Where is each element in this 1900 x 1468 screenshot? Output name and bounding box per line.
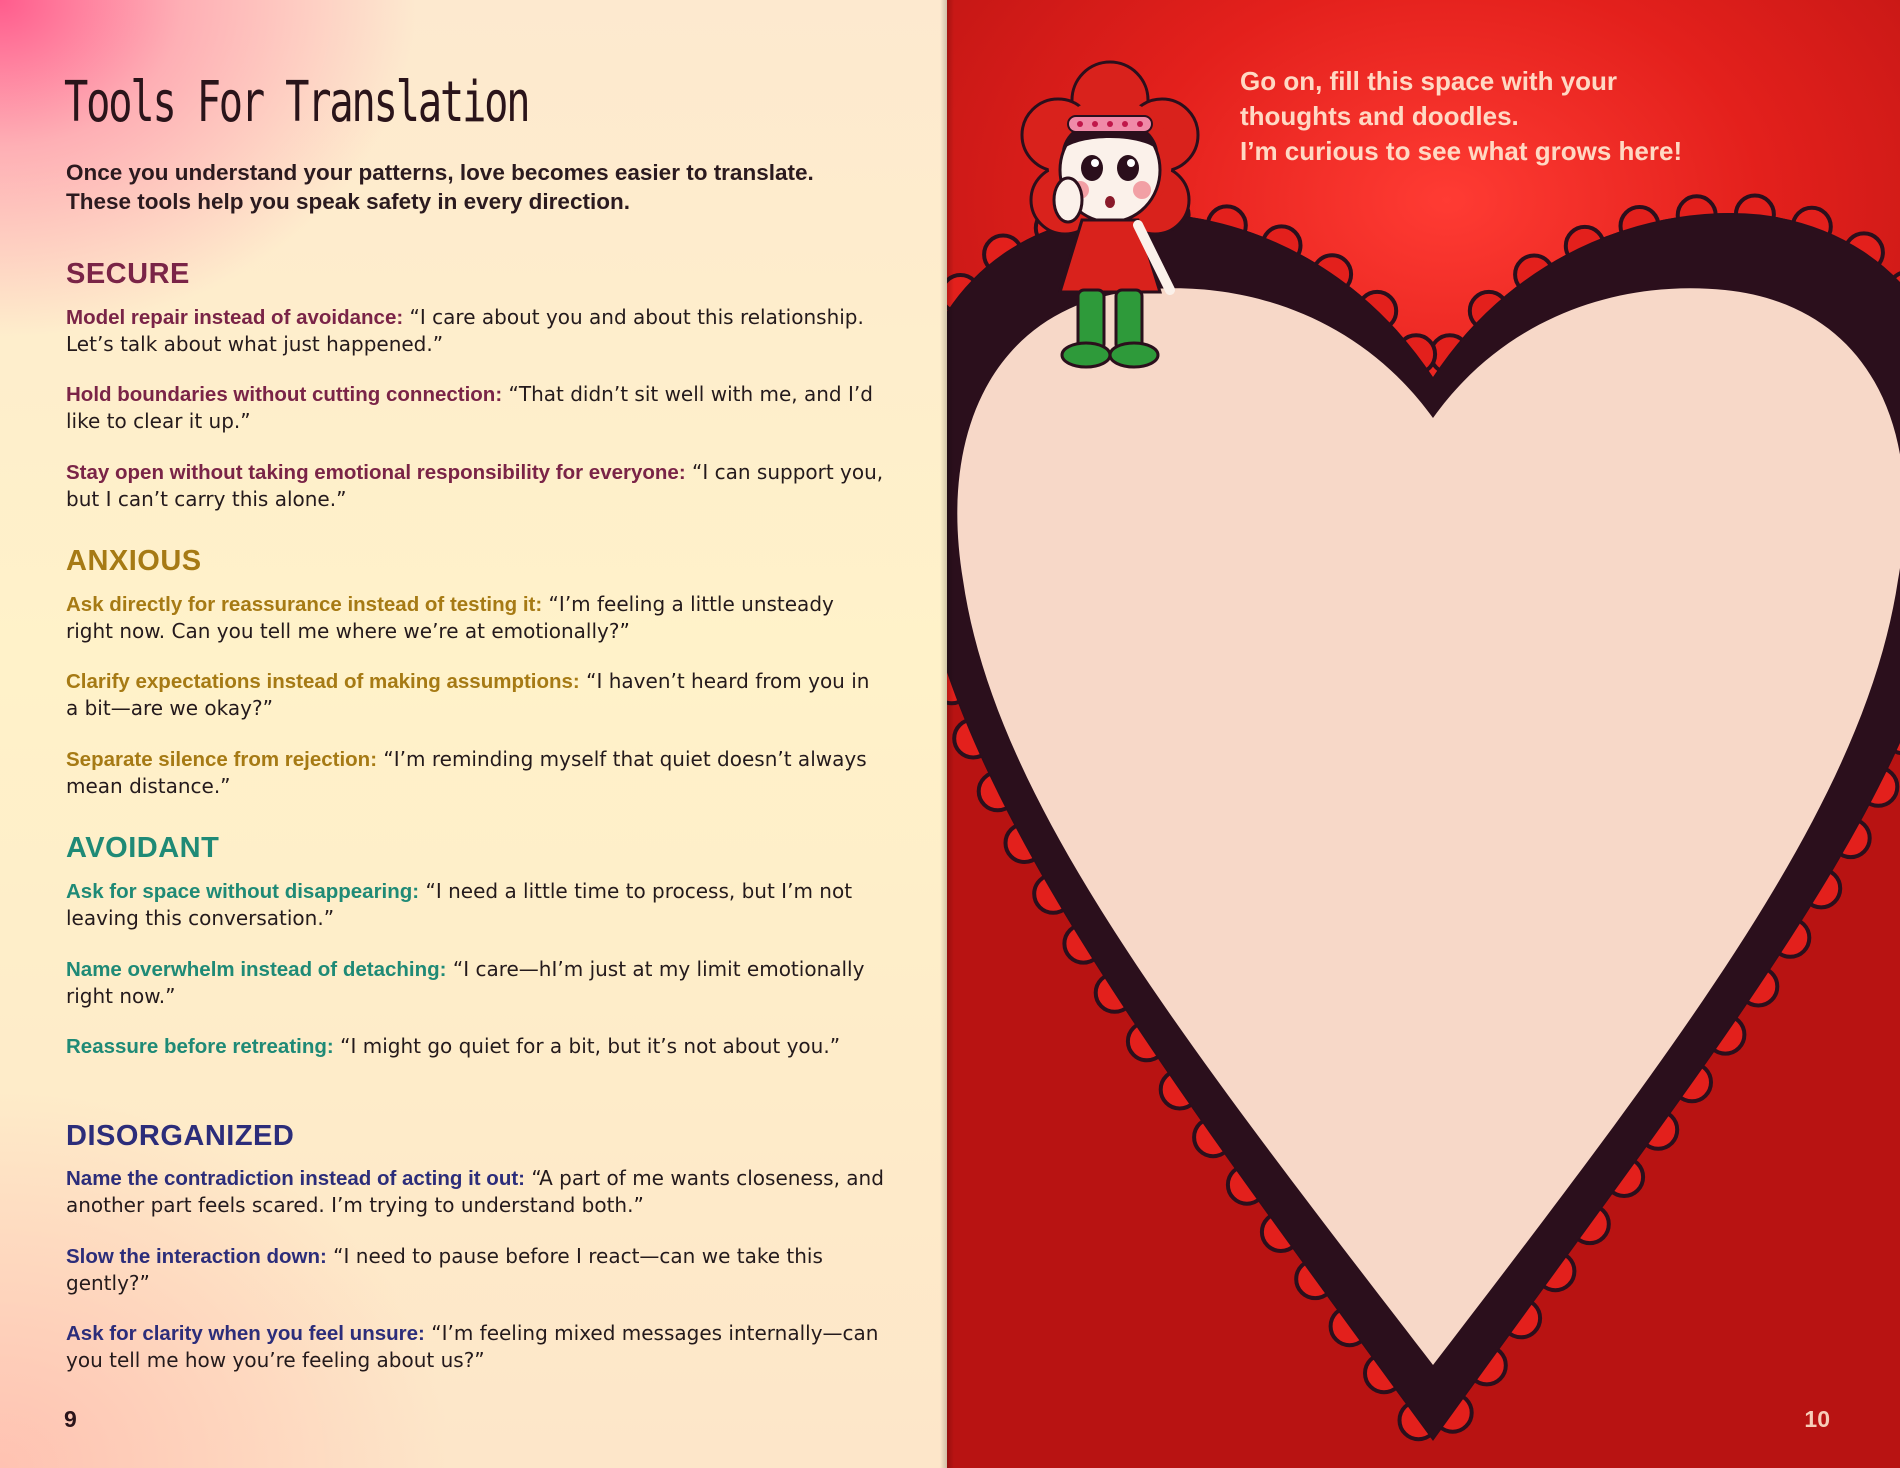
book-spine [940, 0, 954, 1468]
list-item [66, 1033, 886, 1060]
item-text: “I’m feeling mixed messages internally—can you tell me how you’re feeling about us?” [66, 1321, 879, 1372]
list-item [66, 746, 886, 800]
item-text: “I might go quiet for a bit, but it’s not about you.” [333, 1034, 841, 1058]
item-text: “I need a little time to process, but I’m not leaving this conversation.” [66, 879, 853, 930]
doodle-prompt [1240, 64, 1840, 169]
item-text: “That didn’t sit well with me, and I’d like to clear it up.” [66, 382, 873, 433]
list-item [66, 1320, 886, 1374]
section-heading-secure: SECURE [66, 258, 190, 290]
section-heading-anxious: ANXIOUS [66, 545, 202, 577]
prompt-line: Go on, fill this space with your [1240, 66, 1618, 96]
item-text: “I’m reminding myself that quiet doesn’t always mean distance.” [66, 747, 867, 798]
item-label: Reassure before retreating: [66, 1035, 334, 1058]
page-number-left: 9 [64, 1406, 77, 1432]
list-item [66, 878, 886, 932]
list-item [66, 956, 886, 1010]
item-text: “I care about you and about this relationship. Let’s talk about what just happened.” [66, 305, 864, 356]
item-text: “I’m feeling a little unsteady right now. Can you tell me where we’re at emotionally?” [66, 592, 834, 643]
section-heading-avoidant: AVOIDANT [66, 832, 220, 864]
list-item [66, 591, 886, 645]
item-label: Stay open without taking emotional responsibility for everyone: [66, 461, 686, 484]
list-item [66, 1243, 886, 1297]
intro-paragraph: Once you understand your patterns, love becomes easier to translate. These tools help you speak safety in every direction. [66, 160, 814, 214]
page-title: Tools For Translation [64, 70, 529, 135]
item-label: Ask for clarity when you feel unsure: [66, 1322, 425, 1345]
item-text: “I haven’t heard from you in a bit—are we okay?” [66, 669, 870, 720]
item-label: Name overwhelm instead of detaching: [66, 958, 447, 981]
item-label: Separate silence from rejection: [66, 748, 378, 771]
list-item [66, 668, 886, 722]
list-item [66, 1165, 886, 1219]
list-item [66, 459, 886, 513]
girl-with-flower-hood-icon [1010, 50, 1210, 380]
item-label: Clarify expectations instead of making assumptions: [66, 670, 580, 693]
item-label: Ask directly for reassurance instead of testing it: [66, 593, 543, 616]
prompt-line: thoughts and doodles. [1240, 101, 1519, 131]
item-label: Slow the interaction down: [66, 1245, 327, 1268]
item-label: Name the contradiction instead of acting it out: [66, 1167, 525, 1190]
item-text: “A part of me wants closeness, and another part feels scared. I’m trying to understand both.” [66, 1166, 884, 1217]
section-heading-disorganized: DISORGANIZED [66, 1120, 295, 1152]
item-label: Ask for space without disappearing: [66, 880, 420, 903]
item-text: “I can support you, but I can’t carry this alone.” [66, 460, 884, 511]
page-number-right: 10 [1804, 1406, 1830, 1432]
left-page [0, 0, 947, 1468]
item-text: “I need to pause before I react—can we take this gently?” [66, 1244, 823, 1295]
green-boots [1062, 290, 1158, 367]
item-label: Model repair instead of avoidance: [66, 306, 404, 329]
list-item [66, 381, 886, 435]
prompt-line: I’m curious to see what grows here! [1240, 136, 1683, 166]
heart-drawing-area[interactable] [957, 288, 1900, 1365]
item-text: “I care—hI’m just at my limit emotionally right now.” [66, 957, 865, 1008]
list-item [66, 304, 886, 358]
item-label: Hold boundaries without cutting connection: [66, 383, 503, 406]
waving-hand [1054, 178, 1082, 222]
